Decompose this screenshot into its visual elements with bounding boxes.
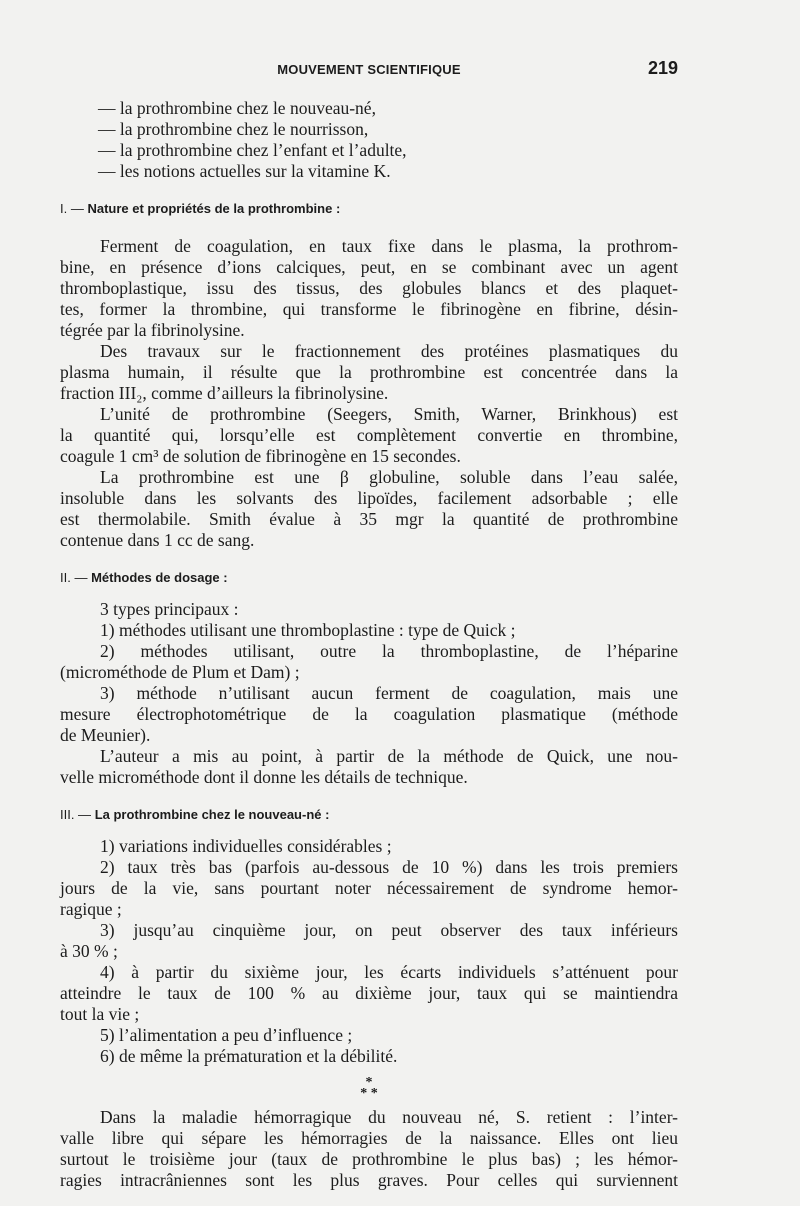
text-line: 1) méthodes utilisant une thromboplastine : type de Quick ;: [100, 620, 516, 640]
text-line: est thermolabile. Smith évalue à 35 mgr la quantité de prothrombine: [60, 509, 678, 529]
text-line: ragique ;: [60, 899, 122, 919]
page-body: [60, 98, 678, 1191]
text-line: L’unité de prothrombine (Seegers, Smith, Warner, Brinkhous) est: [100, 404, 678, 424]
text-line: de Meunier).: [60, 725, 151, 745]
section-1-number: I. —: [60, 201, 84, 216]
text-line: thromboplastique, issu des tissus, des globules blancs et des plaquet-: [60, 278, 678, 298]
text-line: 2) méthodes utilisant, outre la thromboplastine, de l’héparine: [100, 641, 678, 661]
text-line: 1) variations individuelles considérables ;: [100, 836, 392, 856]
separator-star-top: *: [365, 1075, 373, 1090]
text-line: 4) à partir du sixième jour, les écarts individuels s’atténuent pour: [100, 962, 678, 982]
text-line: 6) de même la prématuration et la débilité.: [100, 1046, 398, 1066]
text-line: coagule 1 cm³ de solution de fibrinogène en 15 secondes.: [60, 446, 461, 466]
section-3-heading: [60, 806, 678, 824]
text-line: plasma humain, il résulte que la prothrombine est concentrée dans la: [60, 362, 678, 382]
section-3-text: [60, 836, 678, 1067]
section-separator: [60, 1077, 678, 1099]
intro-list-item: — les notions actuelles sur la vitamine K.: [98, 161, 391, 181]
section-2-heading: [60, 569, 678, 587]
section-1-title: Nature et propriétés de la prothrombine :: [87, 201, 341, 216]
page-header: [60, 58, 678, 82]
text-line: Ferment de coagulation, en taux fixe dans le plasma, la prothrom-: [100, 236, 678, 256]
text-line: (microméthode de Plum et Dam) ;: [60, 662, 300, 682]
section-3-number: III. —: [60, 807, 92, 822]
text-line: atteindre le taux de 100 % au dixième jour, taux qui se maintiendra: [60, 983, 678, 1003]
text-line: Des travaux sur le fractionnement des protéines plasmatiques du: [100, 341, 678, 361]
text-line: 5) l’alimentation a peu d’influence ;: [100, 1025, 353, 1045]
text-line: L’auteur a mis au point, à partir de la méthode de Quick, une nou-: [100, 746, 678, 766]
intro-list-item: — la prothrombine chez l’enfant et l’adulte,: [98, 140, 407, 160]
text-line: La prothrombine est une β globuline, soluble dans l’eau salée,: [100, 467, 678, 487]
intro-list: [60, 98, 678, 182]
section-2-title: Méthodes de dosage :: [91, 570, 228, 585]
section-3-title: La prothrombine chez le nouveau-né :: [94, 807, 330, 822]
text-line: ragies intracrâniennes sont les plus graves. Pour celles qui surviennent: [60, 1170, 678, 1190]
text-line: à 30 % ;: [60, 941, 118, 961]
text-line: la quantité qui, lorsqu’elle est complètement convertie en thrombine,: [60, 425, 678, 445]
page-number: 219: [647, 58, 678, 78]
text-line: 3) jusqu’au cinquième jour, on peut observer des taux inférieurs: [100, 920, 678, 940]
text-line: tes, former la thrombine, qui transforme le fibrinogène en fibrine, désin-: [60, 299, 678, 319]
text-line: mesure électrophotométrique de la coagulation plasmatique (méthode: [60, 704, 678, 724]
separator-stars-bottom: * *: [360, 1086, 378, 1101]
text-line: valle libre qui sépare les hémorragies de la naissance. Elles ont lieu: [60, 1128, 678, 1148]
closing-text: [60, 1107, 678, 1191]
section-1-heading: [60, 200, 678, 218]
text-line: tégrée par la fibrinolysine.: [60, 320, 245, 340]
text-line: Dans la maladie hémorragique du nouveau né, S. retient : l’inter-: [100, 1107, 678, 1127]
text-line: 3) méthode n’utilisant aucun ferment de coagulation, mais une: [100, 683, 678, 703]
intro-list-item: — la prothrombine chez le nouveau-né,: [98, 98, 376, 118]
text-line: insoluble dans les solvants des lipoïdes, facilement adsorbable ; elle: [60, 488, 678, 508]
text-line: contenue dans 1 cc de sang.: [60, 530, 255, 550]
running-title: MOUVEMENT SCIENTIFIQUE: [277, 62, 461, 77]
text-line: surtout le troisième jour (taux de prothrombine le plus bas) ; les hémor-: [60, 1149, 678, 1169]
section-1-text: [60, 236, 678, 551]
text-line: tout la vie ;: [60, 1004, 140, 1024]
text-line: velle microméthode dont il donne les détails de technique.: [60, 767, 468, 787]
section-2-text: [60, 599, 678, 788]
text-line: 2) taux très bas (parfois au-dessous de 10 %) dans les trois premiers: [100, 857, 678, 877]
text-line: bine, en présence d’ions calciques, peut, en se combinant avec un agent: [60, 257, 678, 277]
intro-list-item: — la prothrombine chez le nourrisson,: [98, 119, 369, 139]
text-line: fraction III₂, comme d’ailleurs la fibrinolysine.: [60, 383, 389, 403]
section-2-number: II. —: [60, 570, 88, 585]
text-line: jours de la vie, sans pourtant noter nécessairement de syndrome hemor-: [60, 878, 678, 898]
text-line: 3 types principaux :: [100, 599, 239, 619]
